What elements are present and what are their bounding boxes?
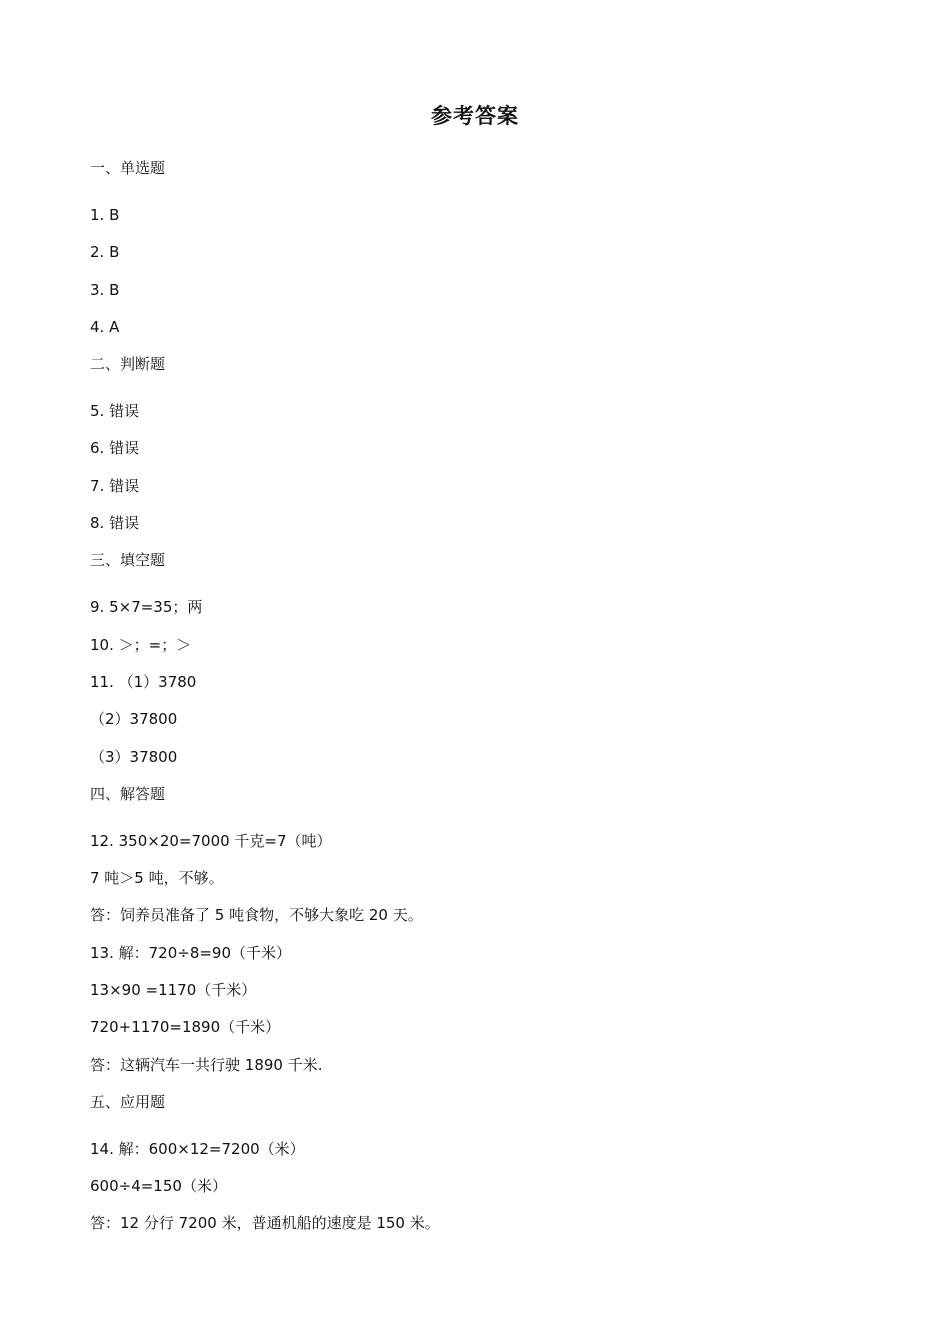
answer-line: 6. 错误 [90,439,140,457]
section-heading-solve: 四、解答题 [90,785,166,803]
answer-line: 600÷4=150（米） [90,1177,227,1195]
answer-line: 11. （1）3780 [90,673,197,691]
answer-line: （2）37800 [90,710,178,728]
section-heading-true-false: 二、判断题 [90,355,166,373]
section-heading-single-choice: 一、单选题 [90,159,166,177]
answer-line: 7 吨＞5 吨，不够。 [90,869,224,887]
answer-line: 答：12 分行 7200 米，普通机船的速度是 150 米。 [90,1214,440,1232]
answer-line: 8. 错误 [90,514,140,532]
answer-line: 13×90 =1170（千米） [90,981,257,999]
answer-line: 12. 350×20=7000 千克=7（吨） [90,832,332,850]
page-title: 参考答案 [431,104,519,128]
answer-line: 14. 解：600×12=7200（米） [90,1140,305,1158]
answer-line: 5. 错误 [90,402,140,420]
answer-line: 720+1170=1890（千米） [90,1018,281,1036]
answer-line: 7. 错误 [90,477,140,495]
answer-line: 3. B [90,281,120,299]
answer-line: 答：饲养员准备了 5 吨食物，不够大象吃 20 天。 [90,906,423,924]
answer-line: 答：这辆汽车一共行驶 1890 千米. [90,1056,323,1074]
answer-line: 9. 5×7=35；两 [90,598,203,616]
answer-line: 13. 解：720÷8=90（千米） [90,944,292,962]
section-heading-fill-blank: 三、填空题 [90,551,166,569]
answer-line: 4. A [90,318,120,336]
answer-line: 10. ＞；=；＞ [90,636,192,654]
section-heading-application: 五、应用题 [90,1093,166,1111]
answer-line: 2. B [90,243,120,261]
answer-line: 1. B [90,206,120,224]
answer-line: （3）37800 [90,748,178,766]
